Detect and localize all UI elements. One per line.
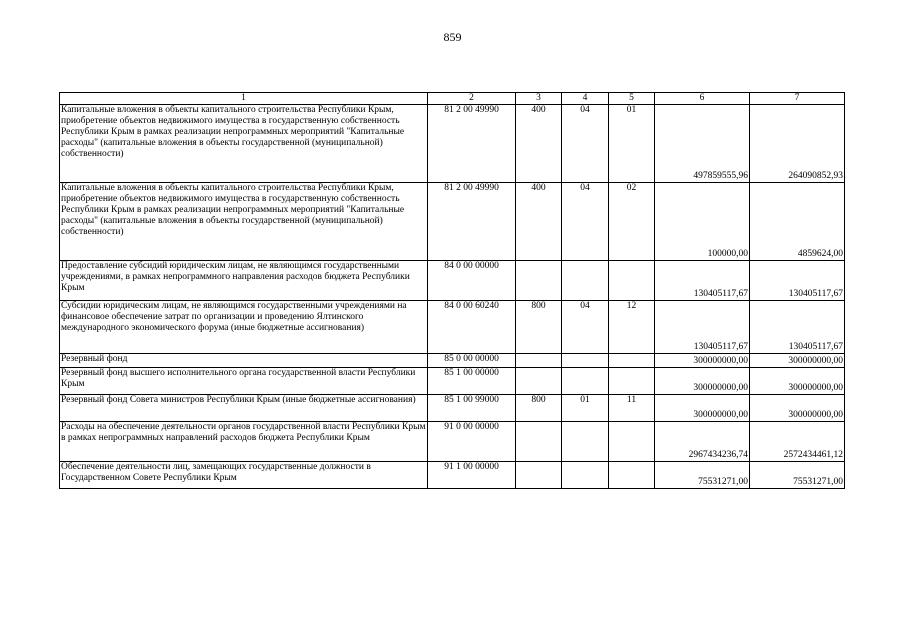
budget-table — [59, 92, 845, 489]
row-section — [562, 368, 609, 395]
row-name: Субсидии юридическим лицам, не являющимся государственными учреждениями на финансовое обеспечение затрат по организации и проведению Ялтинского международного экономического форума (иные бюджетные ассигнования) — [60, 301, 428, 354]
table-row — [60, 183, 845, 261]
row-amount-col6: 2967434236,74 — [655, 422, 750, 462]
table-row — [60, 261, 845, 301]
row-name: Капитальные вложения в объекты капитального строительства Республики Крым, приобретение объектов недвижимого имущества в государственную собственность Республики Крым в рамках реализации непрограммных мероприятий "Капитальные расходы" (капитальные вложения в объекты государственной (муниципальной) собственности) — [60, 105, 428, 183]
column-header: 4 — [562, 93, 609, 105]
row-code: 81 2 00 49990 — [428, 183, 516, 261]
row-expense-type — [516, 368, 562, 395]
row-subsection — [609, 462, 655, 489]
row-name: Капитальные вложения в объекты капитального строительства Республики Крым, приобретение объектов недвижимого имущества в государственную собственность Республики Крым в рамках реализации непрограммных мероприятий "Капитальные расходы" (капитальные вложения в объекты государственной (муниципальной) собственности) — [60, 183, 428, 261]
row-amount-col7: 2572434461,12 — [750, 422, 845, 462]
row-name: Расходы на обеспечение деятельности органов государственной власти Республики Крым в рамках непрограммных направлений расходов бюджета Республики Крым — [60, 422, 428, 462]
column-header: 2 — [428, 93, 516, 105]
column-header: 1 — [60, 93, 428, 105]
row-amount-col6: 75531271,00 — [655, 462, 750, 489]
row-code: 91 0 00 00000 — [428, 422, 516, 462]
row-code: 81 2 00 49990 — [428, 105, 516, 183]
row-code: 85 1 00 00000 — [428, 368, 516, 395]
row-expense-type — [516, 462, 562, 489]
row-amount-col6: 100000,00 — [655, 183, 750, 261]
row-expense-type — [516, 261, 562, 301]
row-code: 91 1 00 00000 — [428, 462, 516, 489]
table-row — [60, 422, 845, 462]
row-section — [562, 354, 609, 368]
row-section — [562, 462, 609, 489]
row-amount-col7: 75531271,00 — [750, 462, 845, 489]
row-code: 85 0 00 00000 — [428, 354, 516, 368]
row-amount-col6: 130405117,67 — [655, 261, 750, 301]
row-subsection: 02 — [609, 183, 655, 261]
table-row — [60, 105, 845, 183]
row-expense-type: 800 — [516, 301, 562, 354]
row-expense-type: 400 — [516, 183, 562, 261]
row-name: Обеспечение деятельности лиц, замещающих государственные должности в Государственном Совете Республики Крым — [60, 462, 428, 489]
column-header: 5 — [609, 93, 655, 105]
row-expense-type — [516, 354, 562, 368]
row-section: 04 — [562, 183, 609, 261]
row-amount-col7: 300000000,00 — [750, 368, 845, 395]
row-subsection: 12 — [609, 301, 655, 354]
row-subsection — [609, 261, 655, 301]
row-name: Резервный фонд Совета министров Республики Крым (иные бюджетные ассигнования) — [60, 395, 428, 422]
row-subsection — [609, 354, 655, 368]
row-subsection — [609, 422, 655, 462]
row-name: Резервный фонд высшего исполнительного органа государственной власти Республики Крым — [60, 368, 428, 395]
row-name: Резервный фонд — [60, 354, 428, 368]
column-header: 7 — [750, 93, 845, 105]
page-number: 859 — [443, 30, 462, 44]
column-header: 3 — [516, 93, 562, 105]
table-row — [60, 368, 845, 395]
row-amount-col6: 300000000,00 — [655, 368, 750, 395]
row-section: 04 — [562, 105, 609, 183]
table-row — [60, 354, 845, 368]
row-code: 85 1 00 99000 — [428, 395, 516, 422]
row-amount-col7: 264090852,93 — [750, 105, 845, 183]
row-expense-type: 800 — [516, 395, 562, 422]
column-header: 6 — [655, 93, 750, 105]
row-amount-col6: 130405117,67 — [655, 301, 750, 354]
row-amount-col7: 300000000,00 — [750, 354, 845, 368]
row-amount-col6: 300000000,00 — [655, 354, 750, 368]
row-amount-col7: 130405117,67 — [750, 261, 845, 301]
row-code: 84 0 00 00000 — [428, 261, 516, 301]
row-amount-col7: 300000000,00 — [750, 395, 845, 422]
row-amount-col7: 130405117,67 — [750, 301, 845, 354]
row-expense-type: 400 — [516, 105, 562, 183]
table-row — [60, 395, 845, 422]
row-amount-col7: 4859624,00 — [750, 183, 845, 261]
row-section — [562, 422, 609, 462]
column-number-row — [60, 93, 845, 105]
row-code: 84 0 00 60240 — [428, 301, 516, 354]
row-section: 04 — [562, 301, 609, 354]
row-amount-col6: 300000000,00 — [655, 395, 750, 422]
table-row — [60, 301, 845, 354]
row-subsection — [609, 368, 655, 395]
table-row — [60, 462, 845, 489]
row-subsection: 11 — [609, 395, 655, 422]
row-expense-type — [516, 422, 562, 462]
row-section: 01 — [562, 395, 609, 422]
row-subsection: 01 — [609, 105, 655, 183]
row-amount-col6: 497859555,96 — [655, 105, 750, 183]
row-name: Предоставление субсидий юридическим лицам, не являющимся государственными учреждениями, в рамках непрограммного направления расходов бюджета Республики Крым — [60, 261, 428, 301]
row-section — [562, 261, 609, 301]
